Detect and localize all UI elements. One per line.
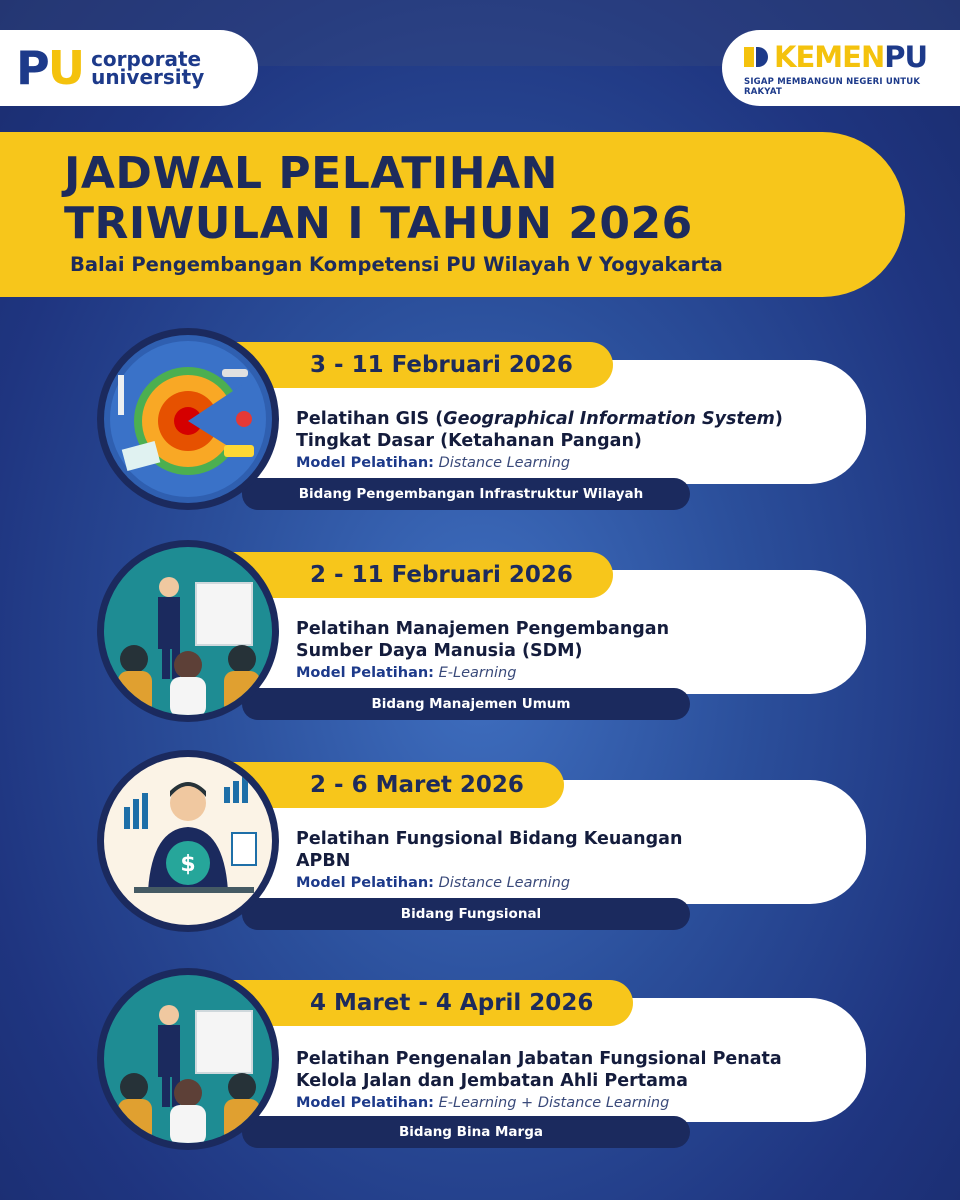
course-title: Pelatihan Manajemen Pengembangan Sumber Daya Manusia (SDM) — [296, 619, 670, 661]
schedule-item-4 — [0, 968, 960, 1148]
corporate-university-text: corporate university — [91, 47, 205, 89]
course-title: Pelatihan Fungsional Bidang Keuangan APBN — [296, 829, 683, 871]
training-model: Model Pelatihan: Distance Learning — [296, 875, 571, 891]
presentation-illustration — [97, 968, 279, 1150]
training-model: Model Pelatihan: E-Learning + Distance Learning — [296, 1095, 670, 1111]
department-badge: Bidang Bina Marga — [242, 1116, 690, 1148]
finance-illustration — [97, 750, 279, 932]
svg-text:$: $ — [180, 852, 196, 877]
page-title-line2: TRIWULAN I TAHUN 2026 — [64, 198, 693, 249]
page-subtitle: Balai Pengembangan Kompetensi PU Wilayah V Yogyakarta — [70, 253, 723, 276]
schedule-date: 4 Maret - 4 April 2026 — [230, 980, 633, 1026]
schedule-item-2 — [0, 540, 960, 720]
kemenpu-emblem-icon — [744, 44, 770, 70]
training-model: Model Pelatihan: E-Learning — [296, 665, 517, 681]
schedule-date: 2 - 11 Februari 2026 — [230, 552, 613, 598]
schedule-date: 3 - 11 Februari 2026 — [230, 342, 613, 388]
title-banner — [0, 132, 905, 297]
kemenpu-logo — [722, 30, 960, 106]
department-badge: Bidang Pengembangan Infrastruktur Wilayah — [242, 478, 690, 510]
schedule-item-3 — [0, 750, 960, 930]
pu-corporate-university-logo — [0, 30, 258, 106]
training-model: Model Pelatihan: Distance Learning — [296, 455, 571, 471]
kemenpu-tagline: SIGAP MEMBANGUN NEGERI UNTUK RAKYAT — [744, 76, 921, 97]
schedule-date: 2 - 6 Maret 2026 — [230, 762, 564, 808]
gis-earth-illustration — [97, 328, 279, 510]
department-badge: Bidang Manajemen Umum — [242, 688, 690, 720]
department-badge: Bidang Fungsional — [242, 898, 690, 930]
course-title: Pelatihan GIS (Geographical Information System) Tingkat Dasar (Ketahanan Pangan) — [296, 409, 783, 451]
presentation-illustration — [97, 540, 279, 722]
kemenpu-name: KEMENPU — [774, 39, 928, 74]
page-title-line1: JADWAL PELATIHAN — [64, 148, 558, 199]
pu-mark: PU — [16, 41, 84, 95]
course-title: Pelatihan Pengenalan Jabatan Fungsional Penata Kelola Jalan dan Jembatan Ahli Pertama — [296, 1049, 782, 1091]
schedule-item-1 — [0, 330, 960, 510]
